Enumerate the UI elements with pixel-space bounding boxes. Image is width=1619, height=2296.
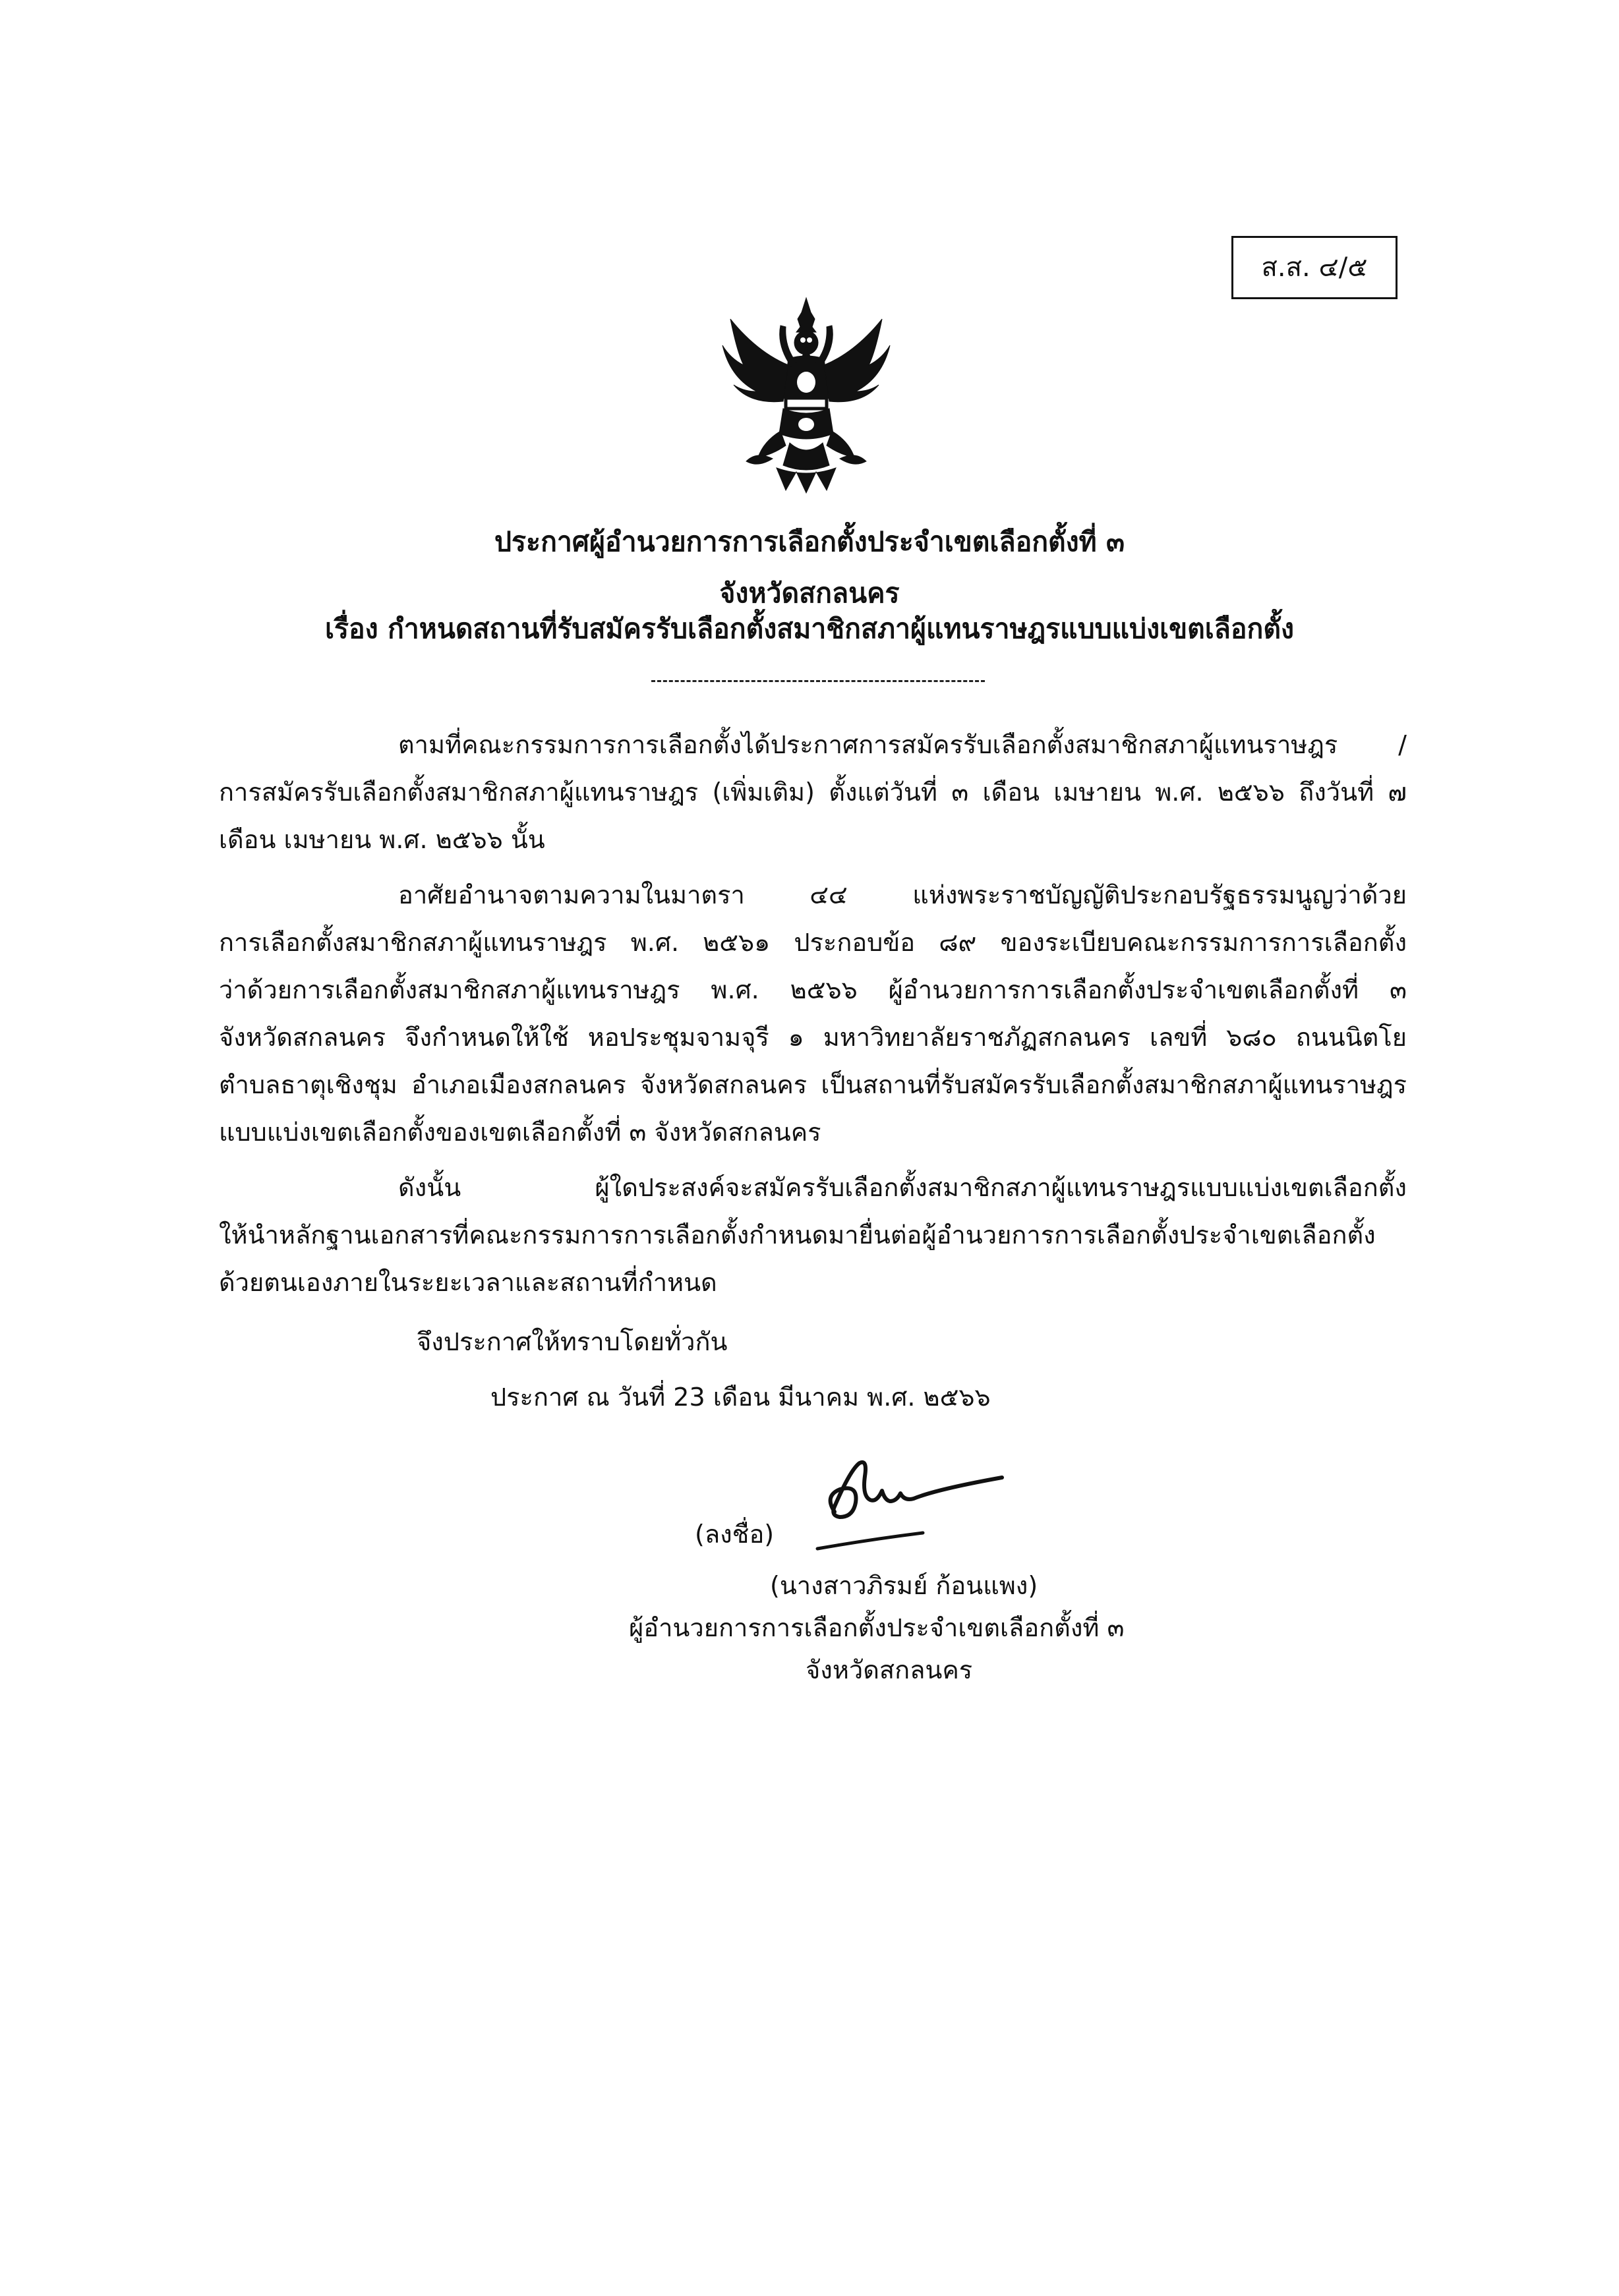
announcement-title: ประกาศผู้อำนวยการการเลือกตั้งประจำเขตเลือกตั้งที่ ๓ bbox=[494, 526, 1125, 558]
signatory-name: (นางสาวภิรมย์ ก้อนแพง) bbox=[770, 1571, 1038, 1600]
paragraph-2-line-3: ว่าด้วยการเลือกตั้งสมาชิกสภาผู้แทนราษฎร พ.ศ. ๒๕๖๖ ผู้อำนวยการการเลือกตั้งประจำเขตเลือกตั้งที่ ๓ bbox=[219, 975, 1407, 1004]
signatory-position: ผู้อำนวยการการเลือกตั้งประจำเขตเลือกตั้งที่ ๓ bbox=[629, 1613, 1125, 1642]
announcement-date: ประกาศ ณ วันที่ 23 เดือน มีนาคม พ.ศ. ๒๕๖๖ bbox=[490, 1383, 991, 1412]
paragraph-2-line-5: ตำบลธาตุเชิงชุม อำเภอเมืองสกลนคร จังหวัดสกลนคร เป็นสถานที่รับสมัครรับเลือกตั้งสมาชิกสภาผู้แทนราษฎร bbox=[219, 1070, 1407, 1099]
announcement-subject: เรื่อง กำหนดสถานที่รับสมัครรับเลือกตั้งสมาชิกสภาผู้แทนราษฎรแบบแบ่งเขตเลือกตั้ง bbox=[325, 613, 1294, 645]
signatory-province: จังหวัดสกลนคร bbox=[806, 1655, 973, 1684]
paragraph-2-line-1: อาศัยอำนาจตามความในมาตรา ๔๔ แห่งพระราชบัญญัติประกอบรัฐธรรมนูญว่าด้วย bbox=[398, 880, 1407, 909]
paragraph-2-line-6: แบบแบ่งเขตเลือกตั้งของเขตเลือกตั้งที่ ๓ จังหวัดสกลนคร bbox=[219, 1118, 821, 1147]
paragraph-1-line-2: การสมัครรับเลือกตั้งสมาชิกสภาผู้แทนราษฎร (เพิ่มเติม) ตั้งแต่วันที่ ๓ เดือน เมษายน พ.ศ. ๒๕๖๖ ถึงวันที่ ๗ bbox=[219, 778, 1407, 807]
announcement-province: จังหวัดสกลนคร bbox=[719, 577, 900, 609]
paragraph-3-line-3: ด้วยตนเองภายในระยะเวลาและสถานที่กำหนด bbox=[219, 1268, 717, 1297]
closing-statement: จึงประกาศให้ทราบโดยทั่วกัน bbox=[417, 1327, 728, 1356]
garuda-emblem-icon bbox=[717, 293, 895, 497]
paragraph-3-line-2: ให้นำหลักฐานเอกสารที่คณะกรรมการการเลือกตั้งกำหนดมายื่นต่อผู้อำนวยการการเลือกตั้งประจำเขตเลือกตั้ง bbox=[219, 1220, 1376, 1249]
paragraph-1-line-1: ตามที่คณะกรรมการการเลือกตั้งได้ประกาศการสมัครรับเลือกตั้งสมาชิกสภาผู้แทนราษฎร / bbox=[398, 730, 1407, 759]
dashed-divider bbox=[651, 680, 985, 682]
handwritten-signature bbox=[804, 1443, 1015, 1555]
paragraph-3-line-1: ดังนั้น ผู้ใดประสงค์จะสมัครรับเลือกตั้งสมาชิกสภาผู้แทนราษฎรแบบแบ่งเขตเลือกตั้ง bbox=[398, 1173, 1407, 1202]
form-code-box: ส.ส. ๔/๕ bbox=[1231, 236, 1398, 299]
paragraph-2-line-2: การเลือกตั้งสมาชิกสภาผู้แทนราษฎร พ.ศ. ๒๕๖๑ ประกอบข้อ ๘๙ ของระเบียบคณะกรรมการการเลือกตั้ง bbox=[219, 928, 1407, 957]
sign-label: (ลงชื่อ) bbox=[695, 1520, 775, 1549]
paragraph-1-line-3: เดือน เมษายน พ.ศ. ๒๕๖๖ นั้น bbox=[219, 825, 545, 854]
paragraph-2-line-4: จังหวัดสกลนคร จึงกำหนดให้ใช้ หอประชุมจามจุรี ๑ มหาวิทยาลัยราชภัฏสกลนคร เลขที่ ๖๘๐ ถนนนิตโย bbox=[219, 1023, 1407, 1052]
